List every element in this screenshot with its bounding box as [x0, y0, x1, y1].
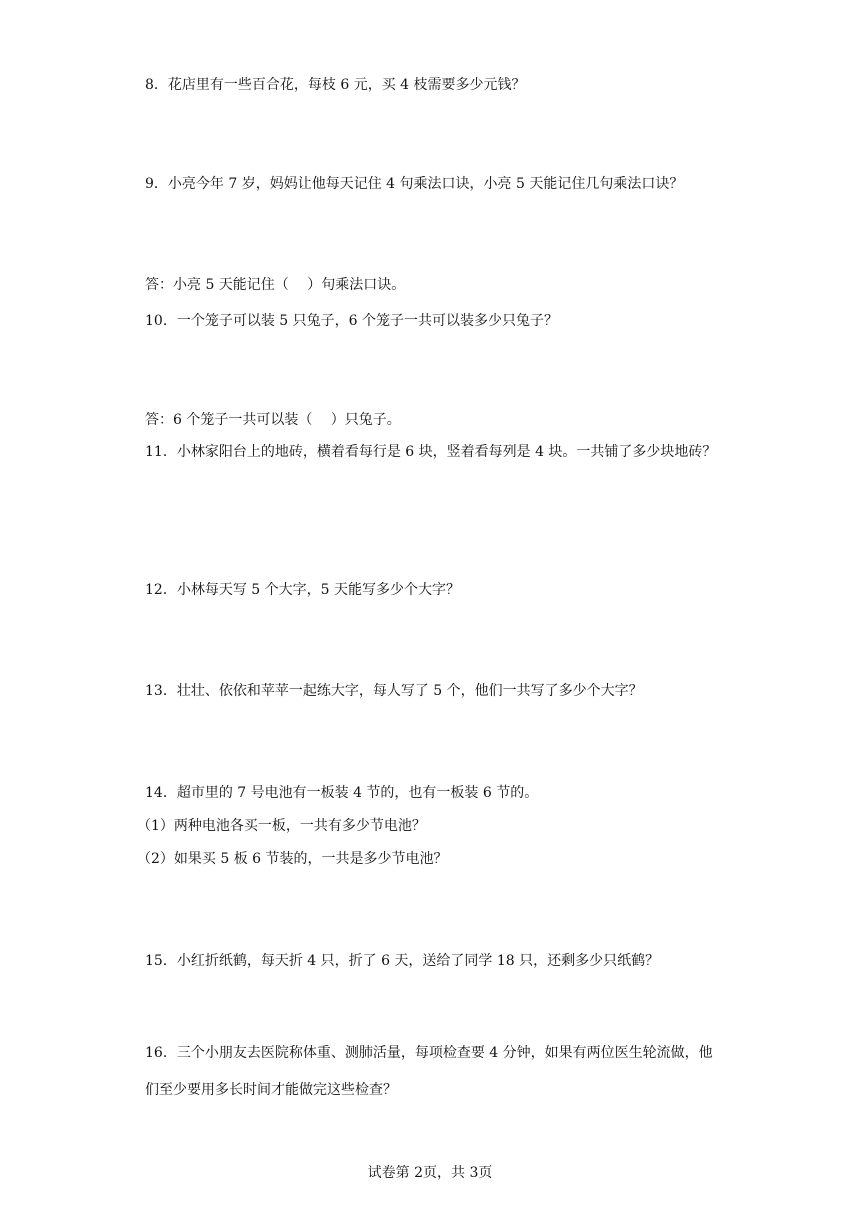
question-12: 12．小林每天写 5 个大字，5 天能写多少个大字？ [145, 582, 460, 598]
question-8: 8．花店里有一些百合花，每枝 6 元，买 4 枝需要多少元钱？ [145, 77, 526, 93]
question-16: 16．三个小朋友去医院称体重、测肺活量，每项检查要 4 分钟，如果有两位医生轮流做，他们至少要用多长时间才能做完这些检查？ [145, 1045, 713, 1098]
question-13: 13．壮壮、依依和苹苹一起练大字，每人写了 5 个，他们一共写了多少个大字？ [145, 683, 643, 699]
page-footer: 试卷第 2页，共 3页 [367, 1165, 493, 1181]
question-14-part-1: （1）两种电池各买一板，一共有多少节电池？ [137, 818, 426, 834]
question-11: 11．小林家阳台上的地砖，横着看每行是 6 块，竖着看每列是 4 块。一共铺了多少块地砖？ [145, 444, 717, 460]
question-14: 14．超市里的 7 号电池有一板装 4 节的，也有一板装 6 节的。 [145, 785, 539, 801]
answer-10: 答：6 个笼子一共可以装（ ）只兔子。 [145, 412, 401, 428]
question-15: 15．小红折纸鹤，每天折 4 只，折了 6 天，送给了同学 18 只，还剩多少只纸鹤？ [145, 953, 660, 969]
answer-9: 答：小亮 5 天能记住（ ）句乘法口诀。 [145, 277, 406, 293]
question-14-part-2: （2）如果买 5 板 6 节装的，一共是多少节电池？ [137, 851, 448, 867]
question-9: 9．小亮今年 7 岁，妈妈让他每天记住 4 句乘法口诀，小亮 5 天能记住几句乘法口诀？ [145, 176, 684, 192]
question-10: 10．一个笼子可以装 5 只兔子，6 个笼子一共可以装多少只兔子？ [145, 313, 558, 329]
